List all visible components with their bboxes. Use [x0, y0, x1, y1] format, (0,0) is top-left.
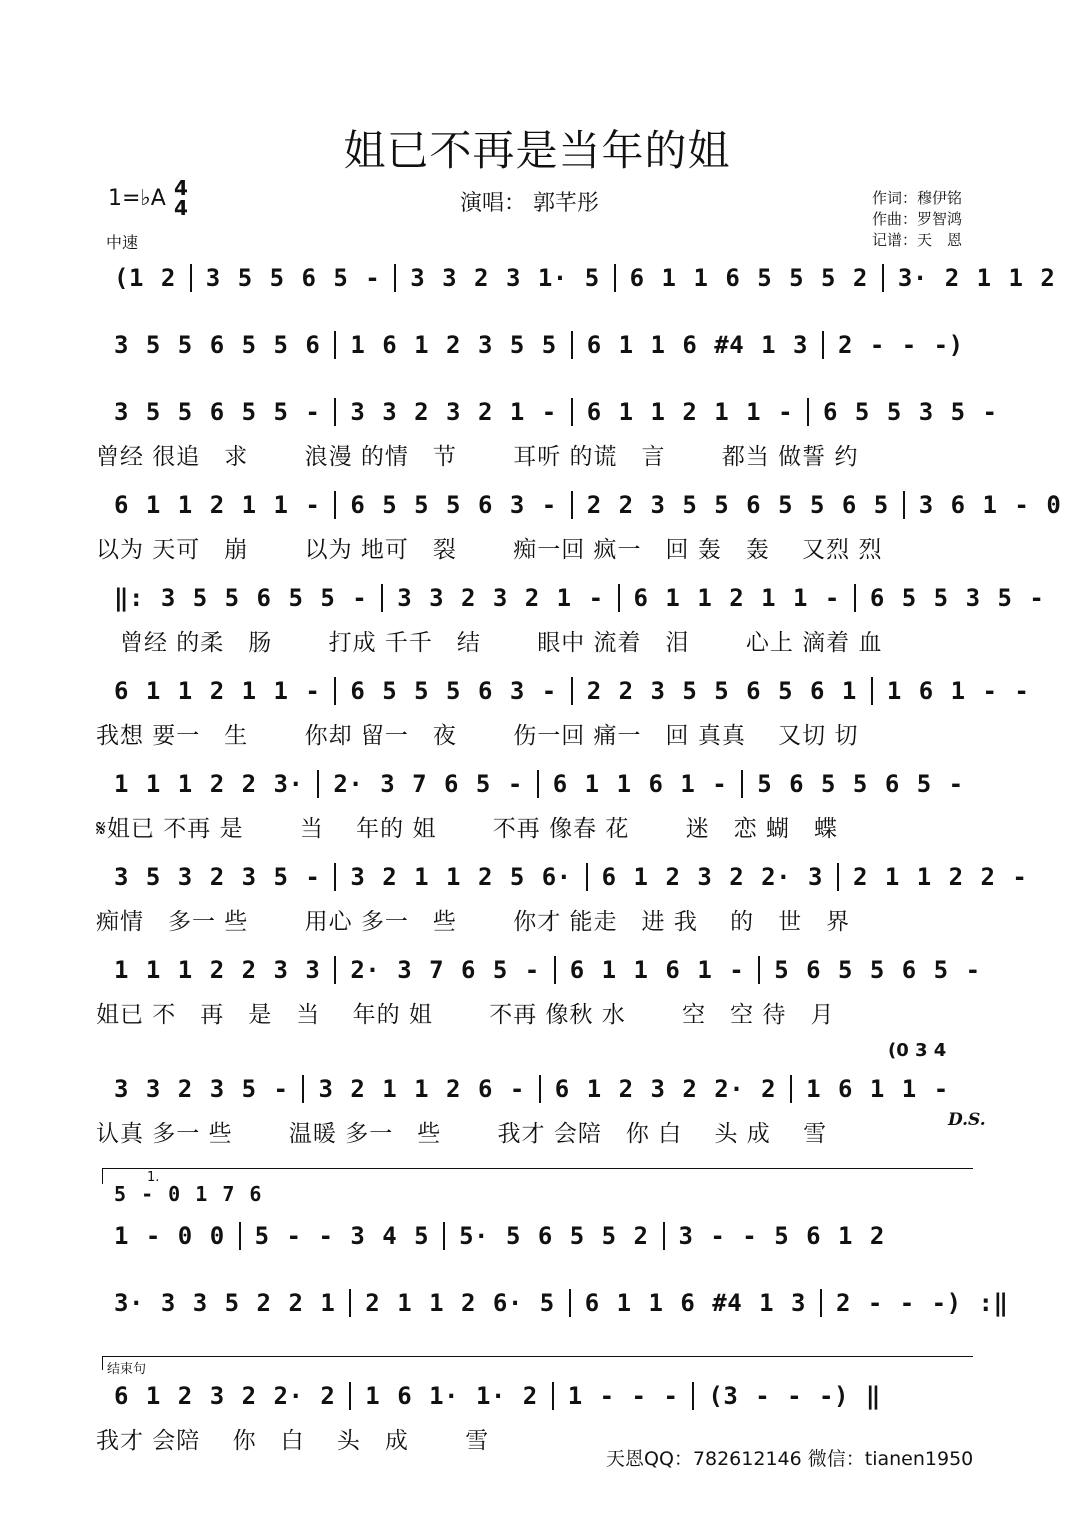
measure: (3 - - -) ‖	[692, 1382, 894, 1410]
measure: 3 2 1 1 2 5 6·	[334, 863, 585, 891]
measure: 6 1 1 2 1 1 -	[114, 677, 321, 705]
lyrics-row-4: 以为 天可 崩 以为 地可 裂 痴一回 疯一 回 轰 轰 又烈 烈	[96, 537, 883, 563]
lyrics-row-3: 曾经 很追 求 浪漫 的情 节 耳听 的谎 言 都当 做誓 约	[96, 444, 859, 470]
measure: 6 5 5 5 6 3 -	[334, 677, 570, 705]
measure: 1 6 1 2 3 5 5	[334, 331, 570, 359]
composer-credit: 作曲：罗智鸿	[872, 210, 963, 228]
lyrics-row-8: 痴情 多一 些 用心 多一 些 你才 能走 进 我 的 世 界	[96, 909, 851, 935]
meter-bottom: 4	[174, 196, 188, 220]
notation-row-11	[100, 1222, 899, 1250]
measure: 3 5 5 6 5 5 -	[114, 398, 321, 426]
notation-row-13	[100, 1382, 895, 1410]
measure: 2 - - -)	[822, 331, 978, 359]
measure: 6 1 1 2 1 1 -	[618, 584, 854, 612]
pickup-notes: (0 3 4	[888, 1040, 947, 1061]
measure: 2 2 3 5 5 6 5 6 1	[571, 677, 871, 705]
notation-row-12	[100, 1289, 1022, 1317]
measure: 1 1 1 2 2 3·	[114, 770, 304, 798]
measure: 3 2 1 1 2 6 -	[302, 1075, 538, 1103]
measure: 6 1 1 2 1 1 -	[114, 491, 321, 519]
measure: 6 5 5 3 5 -	[807, 398, 1011, 426]
notation-row-5	[100, 584, 1058, 612]
notation-row-1	[100, 264, 1069, 292]
measure: 6 1 1 6 #4 1 3	[571, 331, 822, 359]
lyrics-row-5: 曾经 的柔 肠 打成 千千 结 眼中 流着 泪 心上 滴着 血	[96, 630, 883, 656]
notation-row-7	[100, 770, 978, 798]
measure: 6 1 2 3 2 2· 2	[114, 1382, 336, 1410]
tempo-marking: 中速	[106, 233, 139, 252]
measure: 3 5 3 2 3 5 -	[114, 863, 321, 891]
volta-label: 1.	[147, 1170, 160, 1185]
notation-row-4	[100, 491, 1074, 519]
song-title: 姐已不再是当年的姐	[343, 126, 731, 175]
notation-row-10	[100, 1075, 963, 1103]
lyrics-row-10: 认真 多一 些 温暖 多一 些 我才 会陪 你 白 头 成 雪	[96, 1121, 828, 1147]
measure: 2· 3 7 6 5 -	[317, 770, 536, 798]
measure: 1 6 1 - -	[871, 677, 1044, 705]
transcriber-credit: 记谱：天 恩	[872, 231, 963, 249]
time-signature	[174, 178, 188, 218]
ending-bracket	[102, 1356, 973, 1377]
lyricist-credit: 作词：穆伊铭	[872, 189, 963, 207]
measure: 3 6 1 - 0	[903, 491, 1074, 519]
measure: 6 1 1 6 5 5 5 2	[614, 264, 882, 292]
measure: 1 6 1 1 -	[790, 1075, 963, 1103]
measure: 2· 3 7 6 5 -	[334, 956, 553, 984]
volta-notes	[100, 1182, 276, 1206]
measure: 6 1 2 3 2 2· 3	[586, 863, 837, 891]
measure: 5 - - 3 4 5	[239, 1222, 443, 1250]
meter-top: 4	[174, 176, 188, 200]
notation-row-3	[100, 398, 1011, 426]
measure: 6 5 5 3 5 -	[854, 584, 1058, 612]
measure: 1 - - -	[552, 1382, 693, 1410]
measure: 2 - - -) :‖	[820, 1289, 1022, 1317]
measure: 3· 3 3 5 2 2 1	[114, 1289, 336, 1317]
measure: 6 1 2 3 2 2· 2	[539, 1075, 790, 1103]
measure: 6 1 1 6 #4 1 3	[569, 1289, 820, 1317]
measure: 6 1 1 2 1 1 -	[571, 398, 807, 426]
lyrics-row-6: 我想 要一 生 你却 留一 夜 伤一回 痛一 回 真真 又切 切	[96, 723, 859, 749]
measure: 5· 5 6 5 5 2	[443, 1222, 662, 1250]
measure: 5 6 5 5 6 5 -	[741, 770, 977, 798]
measure: 6 1 1 6 1 -	[537, 770, 741, 798]
measure: 3 3 2 3 2 1 -	[381, 584, 617, 612]
credits-block	[872, 188, 962, 251]
notation-row-8	[100, 863, 1041, 891]
key-signature: 1=♭A	[108, 186, 166, 211]
measure: 5 - 0 1 7 6	[114, 1182, 262, 1206]
singer-credit: 演唱： 郭芊彤	[460, 191, 599, 216]
measure: 3 3 2 3 5 -	[114, 1075, 289, 1103]
measure: 2 1 1 2 2 -	[837, 863, 1041, 891]
measure: 5 6 5 5 6 5 -	[758, 956, 994, 984]
lyrics-row-13: 我才 会陪 你 白 头 成 雪	[96, 1428, 490, 1454]
measure: 3 3 2 3 1· 5	[394, 264, 613, 292]
measure: (1 2	[114, 264, 176, 292]
measure: 6 1 1 6 1 -	[554, 956, 758, 984]
measure: 1 6 1· 1· 2	[349, 1382, 551, 1410]
notation-row-2	[100, 331, 978, 359]
lyrics-row-9: 姐已 不 再 是 当 年的 姐 不再 像秋 水 空 空 待 月	[96, 1002, 835, 1028]
notation-row-6	[100, 677, 1043, 705]
measure: 3 5 5 6 5 5 6	[114, 331, 321, 359]
ending-label: 结束句	[107, 1362, 147, 1377]
measure: 3 3 2 3 2 1 -	[334, 398, 570, 426]
contact-footer: 天恩QQ：782612146 微信：tianen1950	[606, 1448, 974, 1470]
measure: 3 - - 5 6 1 2	[663, 1222, 899, 1250]
notation-row-9	[100, 956, 995, 984]
measure: 2 2 3 5 5 6 5 5 6 5	[571, 491, 903, 519]
measure: ‖: 3 5 5 6 5 5 -	[114, 584, 368, 612]
dal-segno-marking: D.S.	[948, 1110, 986, 1130]
measure: 3· 2 1 1 2	[882, 264, 1070, 292]
lyrics-row-7: 𝄋姐已 不再 是 当 年的 姐 不再 像春 花 迷 恋 蝴 蝶	[96, 816, 839, 842]
measure: 3 5 5 6 5 -	[190, 264, 394, 292]
measure: 2 1 1 2 6· 5	[349, 1289, 568, 1317]
measure: 6 5 5 5 6 3 -	[334, 491, 570, 519]
measure: 1 1 1 2 2 3 3	[114, 956, 321, 984]
measure: 1 - 0 0	[114, 1222, 225, 1250]
